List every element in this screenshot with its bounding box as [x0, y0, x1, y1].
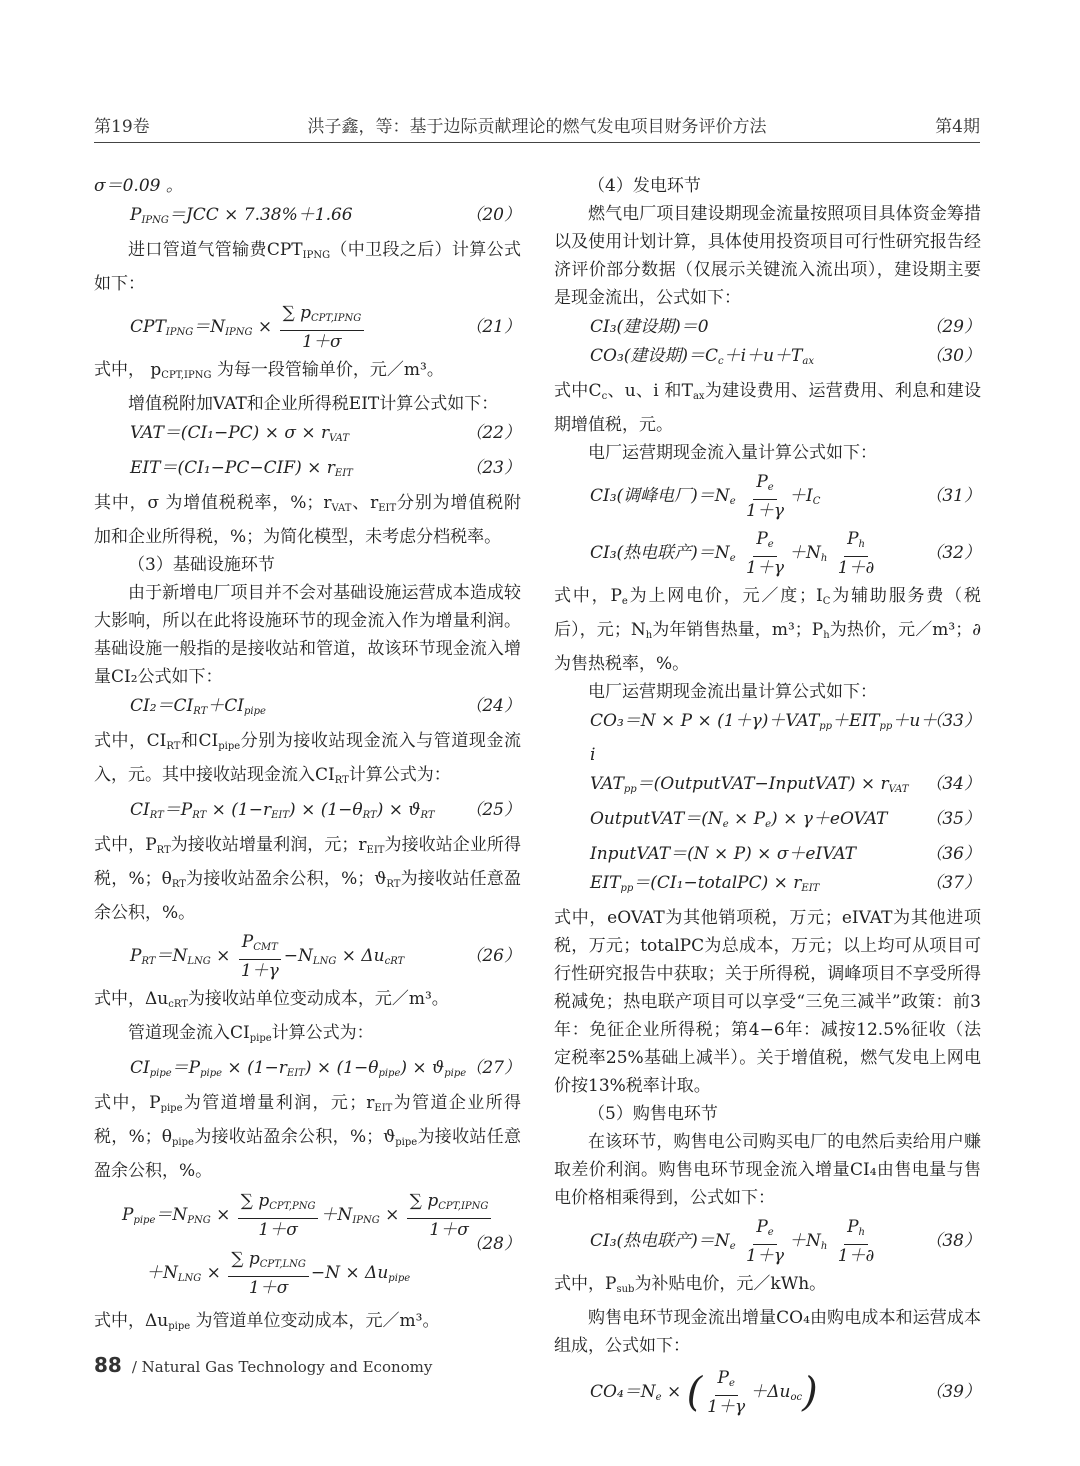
equation-27: $CI_{pipe}=P_{pipe} \times (1-r_{EIT}) \times (1-\theta_{pipe}) \times ϑ_{pipe}$ （27） [94, 1054, 521, 1088]
equation-28: $P_{pipe}=N_{PNG}$ × $\frac{\sum p_{CPT,PNG}}{1+\sigma}$ $+N_{IPNG}$ × $\frac{\sum p_{CPT,IPNG}}{1+\sigma}$ $+N_{LNG}$ × $\frac{\sum p_{CPT,LNG}}{1+\sigma}$ $-N \times \Delta u_{pipe}$ （28） [122, 1191, 521, 1298]
section-heading-5: （5）购售电环节 [588, 1104, 718, 1124]
page-number: 88 [94, 1353, 122, 1377]
equation-number: （37） [925, 873, 981, 893]
equation-33: $CO_3=N \times P \times (1+\gamma)+VAT_{pp}+EIT_{pp}+u+i$ （33） [554, 707, 981, 769]
paragraph: 式中，$P_e$为上网电价，元／度；$I_C$为辅助服务费（税后），元；$N_h$为年销售热量，m³；$P_h$为热价，元／m³；∂为售热税率，%。 [554, 586, 982, 674]
equation-30: CO₃(建设期)$=C_c+i+u+T_{ax}$ （30） [554, 342, 981, 376]
equation-35: $OutputVAT=(N_e \times P_e)$ × γ＋eOVAT （35） [554, 805, 981, 839]
paragraph: 式中，$\Delta u_{pipe}$ 为管道单位变动成本，元／m³。 [94, 1311, 440, 1332]
equation-number: （31） [925, 486, 981, 506]
paragraph: 式中，$P_{sub}$为补贴电价，元／kWh。 [554, 1274, 827, 1295]
paragraph: 燃气电厂项目建设期现金流量按照项目具体资金筹措以及使用计划计算，具体使用投资项目可行性研究报告经济评价部分数据（仅展示关键流入流出项），建设期主要是现金流出，公式如下： [554, 204, 981, 308]
equation-number: （33） [925, 711, 981, 731]
sigma-value: σ＝0.09 。 [94, 176, 183, 196]
issue-label: 第4期 [935, 117, 980, 137]
paragraph: 式中$C_c$、u、i 和$T_{ax}$为建设费用、运营费用、利息和建设期增值税，元。 [554, 381, 981, 435]
equation-number: （28） [465, 1234, 521, 1254]
paragraph: 式中，$CI_{RT}$和$CI_{pipe}$分别为接收站现金流入与管道现金流入，元。其中接收站现金流入$CI_{RT}$计算公式为： [94, 731, 521, 786]
equation-38: CI₃(热电联产)$=N_e$ $\frac{P_e}{1+\gamma}$ $+N_h$ $\frac{P_h}{1+\partial}$ （38） [554, 1213, 981, 1269]
equation-29: CI₃(建设期)＝0 （29） [554, 313, 981, 341]
equation-number: （25） [465, 800, 521, 820]
paragraph: 式中，$P_{pipe}$为管道增量利润，元；$r_{EIT}$为管道企业所得税，%；$\theta_{pipe}$为接收站盈余公积，%；$ϑ_{pipe}$为接收站任意盈余公积，%。 [94, 1093, 522, 1181]
equation-number: （39） [925, 1382, 981, 1402]
equation-22: $VAT=(CI_1-PC) \times \sigma \times r_{VAT}$ （22） [94, 419, 521, 453]
paragraph: 式中，$\Delta u_{cRT}$为接收站单位变动成本，元／m³。 [94, 989, 449, 1010]
equation-number: （35） [925, 809, 981, 829]
equation-31: CI₃(调峰电厂)$=N_e$ $\frac{P_e}{1+\gamma}$ $+I_C$ （31） [554, 468, 981, 524]
paragraph: 式中，eOVAT为其他销项税，万元；eIVAT为其他进项税，万元；totalPC为总成本，万元；以上均可从项目可行性研究报告中获取；关于所得税，调峰项目不享受所得税减免；热电联产项目可以享受“三免三减半”政策：前3年：免征企业所得税；第4−6年：减按12.5%征收（法定税率25%基础上减半）。关于增值税，燃气发电上网电价按13%税率计取。 [554, 908, 981, 1096]
equation-number: （21） [465, 317, 521, 337]
equation-26: $P_{RT}=N_{LNG}$ × $\frac{P_{CMT}}{1+\gamma}$ $-N_{LNG} \times \Delta u_{cRT}$ （26） [94, 928, 521, 984]
section-heading-3: （3）基础设施环节 [128, 555, 275, 575]
equation-number: （24） [465, 696, 521, 716]
equation-number: （20） [465, 205, 521, 225]
equation-number: （29） [925, 317, 981, 337]
paragraph: 其中，σ 为增值税税率，%；$r_{VAT}$、$r_{EIT}$分别为增值税附加和企业所得税，%；为简化模型，未考虑分档税率。 [94, 493, 522, 547]
paragraph: 式中， $p_{CPT,IPNG}$ 为每一段管输单价，元／m³。 [94, 360, 444, 381]
equation-32: CI₃(热电联产)$=N_e$ $\frac{P_e}{1+\gamma}$ $+N_h$ $\frac{P_h}{1+\partial}$ （32） [554, 525, 981, 581]
equation-24: $CI_2=CI_{RT}+CI_{pipe}$ （24） [94, 692, 521, 726]
equation-number: （34） [925, 774, 981, 794]
running-header [94, 112, 980, 142]
paragraph: 购售电环节现金流出增量CO₄由购电成本和运营成本组成，公式如下： [554, 1308, 981, 1356]
page-footer [94, 1353, 432, 1377]
equation-number: （26） [465, 946, 521, 966]
equation-number: （38） [925, 1231, 981, 1251]
journal-name: / Natural Gas Technology and Economy [131, 1358, 433, 1376]
paragraph: 增值税附加VAT和企业所得税EIT计算公式如下： [128, 394, 499, 414]
volume-label: 第19卷 [94, 117, 150, 137]
equation-number: （36） [925, 844, 981, 864]
equation-25: $CI_{RT}=P_{RT} \times (1-r_{EIT}) \times (1-\theta_{RT}) \times ϑ_{RT}$ （25） [94, 796, 521, 830]
article-title: 洪子鑫，等：基于边际贡献理论的燃气发电项目财务评价方法 [307, 117, 767, 137]
equation-39: $CO_4=N_e$ × ( $\frac{P_e}{1+\gamma}$ $+\Delta u_{oc}$) （39） [554, 1361, 981, 1423]
equation-number: （23） [465, 458, 521, 478]
paragraph: 进口管道气管输费$CPT_{IPNG}$（中卫段之后）计算公式如下： [94, 240, 521, 294]
equation-36: InputVAT＝(N × P) × σ＋eIVAT （36） [554, 840, 981, 868]
equation-number: （30） [925, 346, 981, 366]
right-column [554, 172, 981, 1424]
equation-number: （27） [465, 1058, 521, 1078]
equation-34: $VAT_{pp}=(OutputVAT-InputVAT) \times r_{VAT}$ （34） [554, 770, 981, 804]
equation-21: $CPT_{IPNG}=N_{IPNG}$ × $\frac{\sum p_{CPT,IPNG}}{1+\sigma}$ （21） [94, 299, 521, 355]
paragraph: 式中，$P_{RT}$为接收站增量利润，元；$r_{EIT}$为接收站企业所得税，%；$\theta_{RT}$为接收站盈余公积，%；$ϑ_{RT}$为接收站任意盈余公积，%。 [94, 835, 522, 923]
equation-20: $P_{IPNG}=JCC \times 7.38\%+1.66$ （20） [94, 201, 521, 235]
equation-number: （32） [925, 543, 981, 563]
paragraph: 由于新增电厂项目并不会对基础设施运营成本造成较大影响，所以在此将设施环节的现金流入作为增量利润。基础设施一般指的是接收站和管道，故该环节现金流入增量CI₂公式如下： [94, 583, 521, 687]
equation-23: $EIT=(CI_1-PC-CIF) \times r_{EIT}$ （23） [94, 454, 521, 488]
left-column [94, 172, 521, 1341]
paragraph: 电厂运营期现金流入量计算公式如下： [588, 443, 877, 463]
section-heading-4: （4）发电环节 [588, 176, 701, 196]
paragraph: 在该环节，购售电公司购买电厂的电然后卖给用户赚取差价利润。购售电环节现金流入增量CI₄由售电量与售电价格相乘得到，公式如下： [554, 1132, 981, 1208]
equation-number: （22） [465, 423, 521, 443]
header-rule [94, 142, 980, 143]
equation-37: $EIT_{pp}=(CI_1-totalPC) \times r_{EIT}$ （37） [554, 869, 981, 903]
paragraph: 管道现金流入$CI_{pipe}$计算公式为： [128, 1023, 374, 1044]
paragraph: 电厂运营期现金流出量计算公式如下： [588, 682, 877, 702]
